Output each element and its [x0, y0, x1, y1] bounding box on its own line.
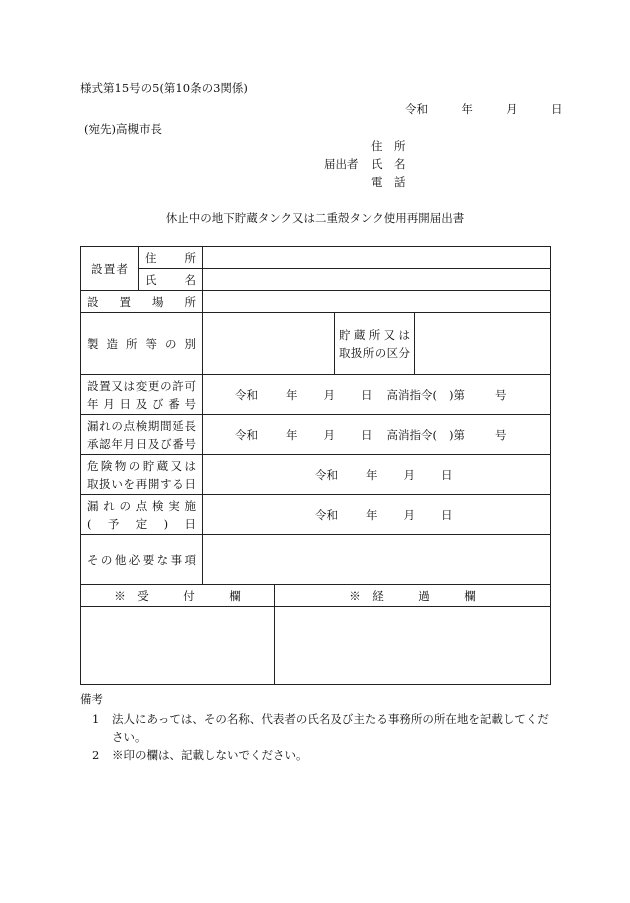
extension-day: 日 — [361, 427, 373, 442]
facility-type-field[interactable] — [203, 313, 335, 375]
resume-year: 年 — [366, 467, 378, 482]
other-field[interactable] — [203, 535, 551, 585]
remark-number: 2 — [92, 748, 100, 762]
reception-field[interactable] — [81, 607, 275, 685]
installer-label: 設置者 — [81, 247, 139, 291]
resume-date-field[interactable] — [203, 455, 551, 495]
installation-place-field[interactable] — [203, 291, 551, 313]
applicant-label: 届出者 — [324, 157, 359, 171]
remark-text: ※印の欄は、記載しないでください。 — [112, 748, 308, 762]
installer-address-field[interactable] — [203, 247, 551, 269]
inspection-label — [81, 495, 203, 535]
permit-era: 令和 — [235, 387, 258, 402]
remark-text-continued: さい。 — [112, 730, 147, 744]
resume-month: 月 — [403, 467, 415, 482]
extension-designation-prefix: 高消指令( — [386, 427, 437, 442]
inspection-era: 令和 — [315, 507, 338, 522]
date-era: 令和 — [405, 102, 428, 116]
inspection-label-line2: (予定)日 — [87, 516, 196, 531]
date-year: 年 — [461, 102, 473, 116]
extension-year: 年 — [286, 427, 298, 442]
inspection-month: 月 — [403, 507, 415, 522]
extension-label-line1: 漏れの点検期間延長 — [87, 418, 196, 433]
extension-label-line2: 承認年月日及び番号 — [87, 436, 196, 451]
remark-text: 法人にあっては、その名称、代表者の氏名及び主たる事務所の所在地を記載してくだ — [112, 712, 549, 726]
remarks-heading: 備考 — [80, 692, 103, 706]
applicant-phone-label: 電 話 — [371, 175, 406, 189]
extension-designation-suffix: 号 — [495, 427, 507, 442]
installer-name-label: 氏名 — [139, 269, 203, 291]
installer-address-label: 住所 — [139, 247, 203, 269]
inspection-date-field[interactable] — [203, 495, 551, 535]
inspection-label-line1: 漏れの点検実施 — [87, 498, 196, 513]
document-title: 休止中の地下貯蔵タンク又は二重殻タンク使用再開届出書 — [165, 211, 465, 225]
remark-item — [80, 746, 550, 764]
inspection-day: 日 — [441, 507, 453, 522]
date-month: 月 — [506, 102, 518, 116]
permit-field[interactable] — [203, 375, 551, 415]
storage-class-label-line2: 取扱所の区分 — [339, 345, 410, 360]
progress-label: ※ 経 過 欄 — [275, 585, 551, 607]
extension-label — [81, 415, 203, 455]
facility-type-label: 製造所等の別 — [81, 313, 203, 375]
applicant-address-label: 住 所 — [371, 139, 406, 153]
permit-label-line2: 年月日及び番号 — [87, 396, 196, 411]
permit-year: 年 — [286, 387, 298, 402]
resume-day: 日 — [441, 467, 453, 482]
date-day: 日 — [550, 102, 563, 116]
storage-class-label-line1: 貯蔵所又は — [339, 327, 410, 342]
form-number: 様式第15号の5(第10条の3関係) — [80, 81, 248, 95]
addressee: (宛先)高槻市長 — [84, 122, 162, 136]
extension-field[interactable] — [203, 415, 551, 455]
resume-label-line2: 取扱いを再開する日 — [87, 476, 196, 491]
installation-place-label: 設置場所 — [81, 291, 203, 313]
permit-label-line1: 設置又は変更の許可 — [87, 378, 196, 393]
remark-number: 1 — [92, 712, 100, 726]
applicant-name-label: 氏 名 — [371, 157, 406, 171]
storage-class-label — [335, 313, 415, 375]
permit-designation-suffix: 号 — [495, 387, 507, 402]
resume-label — [81, 455, 203, 495]
installer-name-field[interactable] — [203, 269, 551, 291]
submission-date — [405, 101, 562, 117]
progress-field[interactable] — [275, 607, 551, 685]
extension-designation-mid: )第 — [449, 427, 465, 442]
remark-item — [80, 710, 550, 728]
resume-label-line1: 危険物の貯蔵又は — [87, 458, 196, 473]
extension-month: 月 — [323, 427, 335, 442]
reception-label: ※ 受 付 欄 — [81, 585, 275, 607]
remarks — [80, 690, 550, 764]
resume-era: 令和 — [315, 467, 338, 482]
extension-era: 令和 — [235, 427, 258, 442]
form-table — [80, 246, 551, 685]
permit-label — [81, 375, 203, 415]
permit-day: 日 — [361, 387, 373, 402]
other-label: その他必要な事項 — [81, 535, 203, 585]
permit-month: 月 — [323, 387, 335, 402]
permit-designation-prefix: 高消指令( — [386, 387, 437, 402]
permit-designation-mid: )第 — [449, 387, 465, 402]
storage-class-field[interactable] — [415, 313, 551, 375]
inspection-year: 年 — [366, 507, 378, 522]
